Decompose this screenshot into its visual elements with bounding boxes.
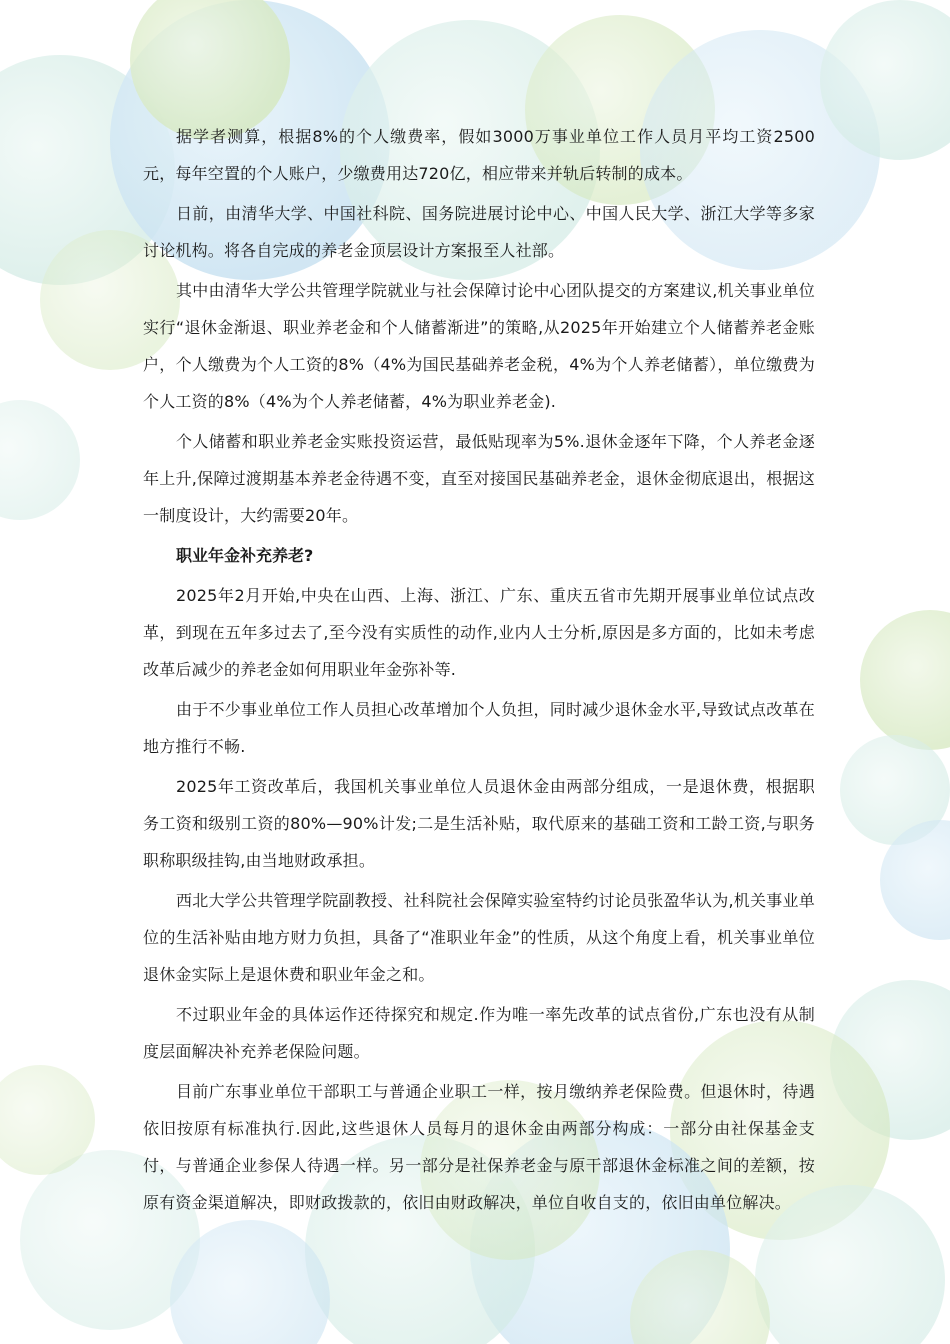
paragraph: 其中由清华大学公共管理学院就业与社会保障讨论中心团队提交的方案建议,机关事业单位实行“退休金渐退、职业养老金和个人储蓄渐进”的策略,从2025年开始建立个人储蓄养老金账户，个人缴费为个人工资的8%（4%为国民基础养老金税，4%为个人养老储蓄），单位缴费为个人工资的8%（4%为个人养老储蓄，4%为职业养老金). bbox=[143, 281, 815, 411]
paragraph: 目前广东事业单位干部职工与普通企业职工一样，按月缴纳养老保险费。但退休时，待遇依旧按原有标准执行.因此,这些退休人员每月的退休金由两部分构成：一部分由社保基金支付，与普通企业参保人待遇一样。另一部分是社保养老金与原干部退休金标准之间的差额，按原有资金渠道解决，即财政拨款的，依旧由财政解决，单位自收自支的，依旧由单位解决。 bbox=[143, 1082, 815, 1212]
paragraph: 个人储蓄和职业养老金实账投资运营，最低贴现率为5%.退休金逐年下降，个人养老金逐年上升,保障过渡期基本养老金待遇不变，直至对接国民基础养老金，退休金彻底退出，根据这一制度设计，大约需要20年。 bbox=[143, 432, 815, 525]
paragraph: 西北大学公共管理学院副教授、社科院社会保障实验室特约讨论员张盈华认为,机关事业单位的生活补贴由地方财力负担，具备了“准职业年金”的性质，从这个角度上看，机关事业单位退休金实际上是退休费和职业年金之和。 bbox=[143, 891, 815, 984]
section-heading: 职业年金补充养老? bbox=[176, 546, 314, 565]
document-body bbox=[143, 118, 815, 1224]
paragraph: 2025年2月开始,中央在山西、上海、浙江、广东、重庆五省市先期开展事业单位试点改革，到现在五年多过去了,至今没有实质性的动作,业内人士分析,原因是多方面的，比如未考虑改革后减少的养老金如何用职业年金弥补等. bbox=[143, 586, 815, 679]
bubble bbox=[0, 400, 80, 520]
paragraph: 由于不少事业单位工作人员担心改革增加个人负担，同时减少退休金水平,导致试点改革在地方推行不畅. bbox=[143, 700, 815, 756]
paragraph: 不过职业年金的具体运作还待探究和规定.作为唯一率先改革的试点省份,广东也没有从制度层面解决补充养老保险问题。 bbox=[143, 1005, 815, 1061]
paragraph: 日前，由清华大学、中国社科院、国务院进展讨论中心、中国人民大学、浙江大学等多家讨论机构。将各自完成的养老金顶层设计方案报至人社部。 bbox=[143, 204, 815, 260]
paragraph: 据学者测算，根据8%的个人缴费率，假如3000万事业单位工作人员月平均工资2500元，每年空置的个人账户，少缴费用达720亿，相应带来并轨后转制的成本。 bbox=[143, 127, 815, 183]
paragraph: 2025年工资改革后，我国机关事业单位人员退休金由两部分组成，一是退休费，根据职务工资和级别工资的80%—90%计发;二是生活补贴，取代原来的基础工资和工龄工资,与职务职称职级挂钩,由当地财政承担。 bbox=[143, 777, 815, 870]
bubble bbox=[860, 610, 950, 750]
